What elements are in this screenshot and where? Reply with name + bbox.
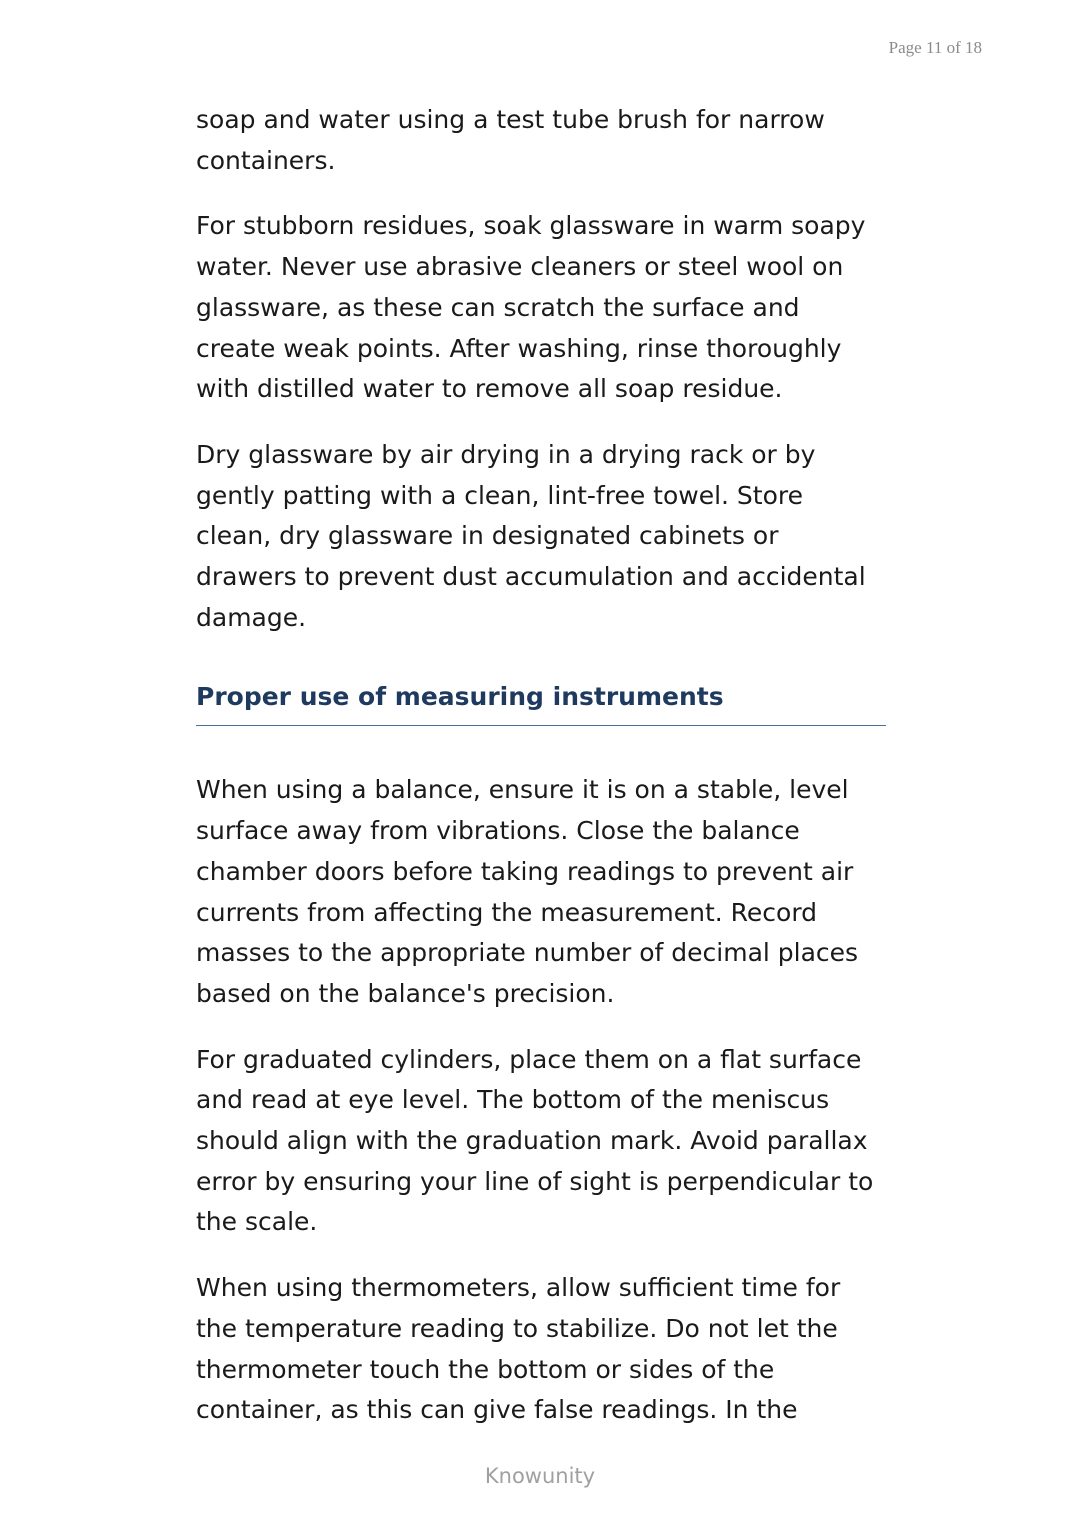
- paragraph: When using a balance, ensure it is on a stable, level surface away from vibrations. Close the balance chamber doors before taking readings to prevent air currents from affecting the measurement. Record masses to the appropriate number of decimal places based on the balance's precision.: [196, 775, 859, 1008]
- section-body: [196, 770, 886, 1431]
- paragraph: When using thermometers, allow sufficient time for the temperature reading to stabilize. Do not let the thermometer touch the bottom or sides of the container, as this can give false readings. In the: [196, 1273, 841, 1425]
- document-body: [196, 100, 886, 1456]
- paragraph: For graduated cylinders, place them on a flat surface and read at eye level. The bottom of the meniscus should align with the graduation mark. Avoid parallax error by ensuring your line of sight is perpendicular to the scale.: [196, 1044, 874, 1237]
- paragraph: For stubborn residues, soak glassware in warm soapy water. Never use abrasive cleaners or steel wool on glassware, as these can scratch the surface and create weak points. After washing, rinse thoroughly with distilled water to remove all soap residue.: [196, 211, 866, 404]
- section-heading: Proper use of measuring instruments: [196, 677, 886, 726]
- paragraph: Dry glassware by air drying in a drying rack or by gently patting with a clean, lint-free towel. Store clean, dry glassware in designated cabinets or drawers to prevent dust accumulation and accidental damage.: [196, 439, 866, 632]
- paragraph: soap and water using a test tube brush for narrow containers.: [196, 105, 825, 175]
- page-number: Page 11 of 18: [888, 38, 982, 57]
- footer-brand: Knowunity: [484, 1464, 596, 1488]
